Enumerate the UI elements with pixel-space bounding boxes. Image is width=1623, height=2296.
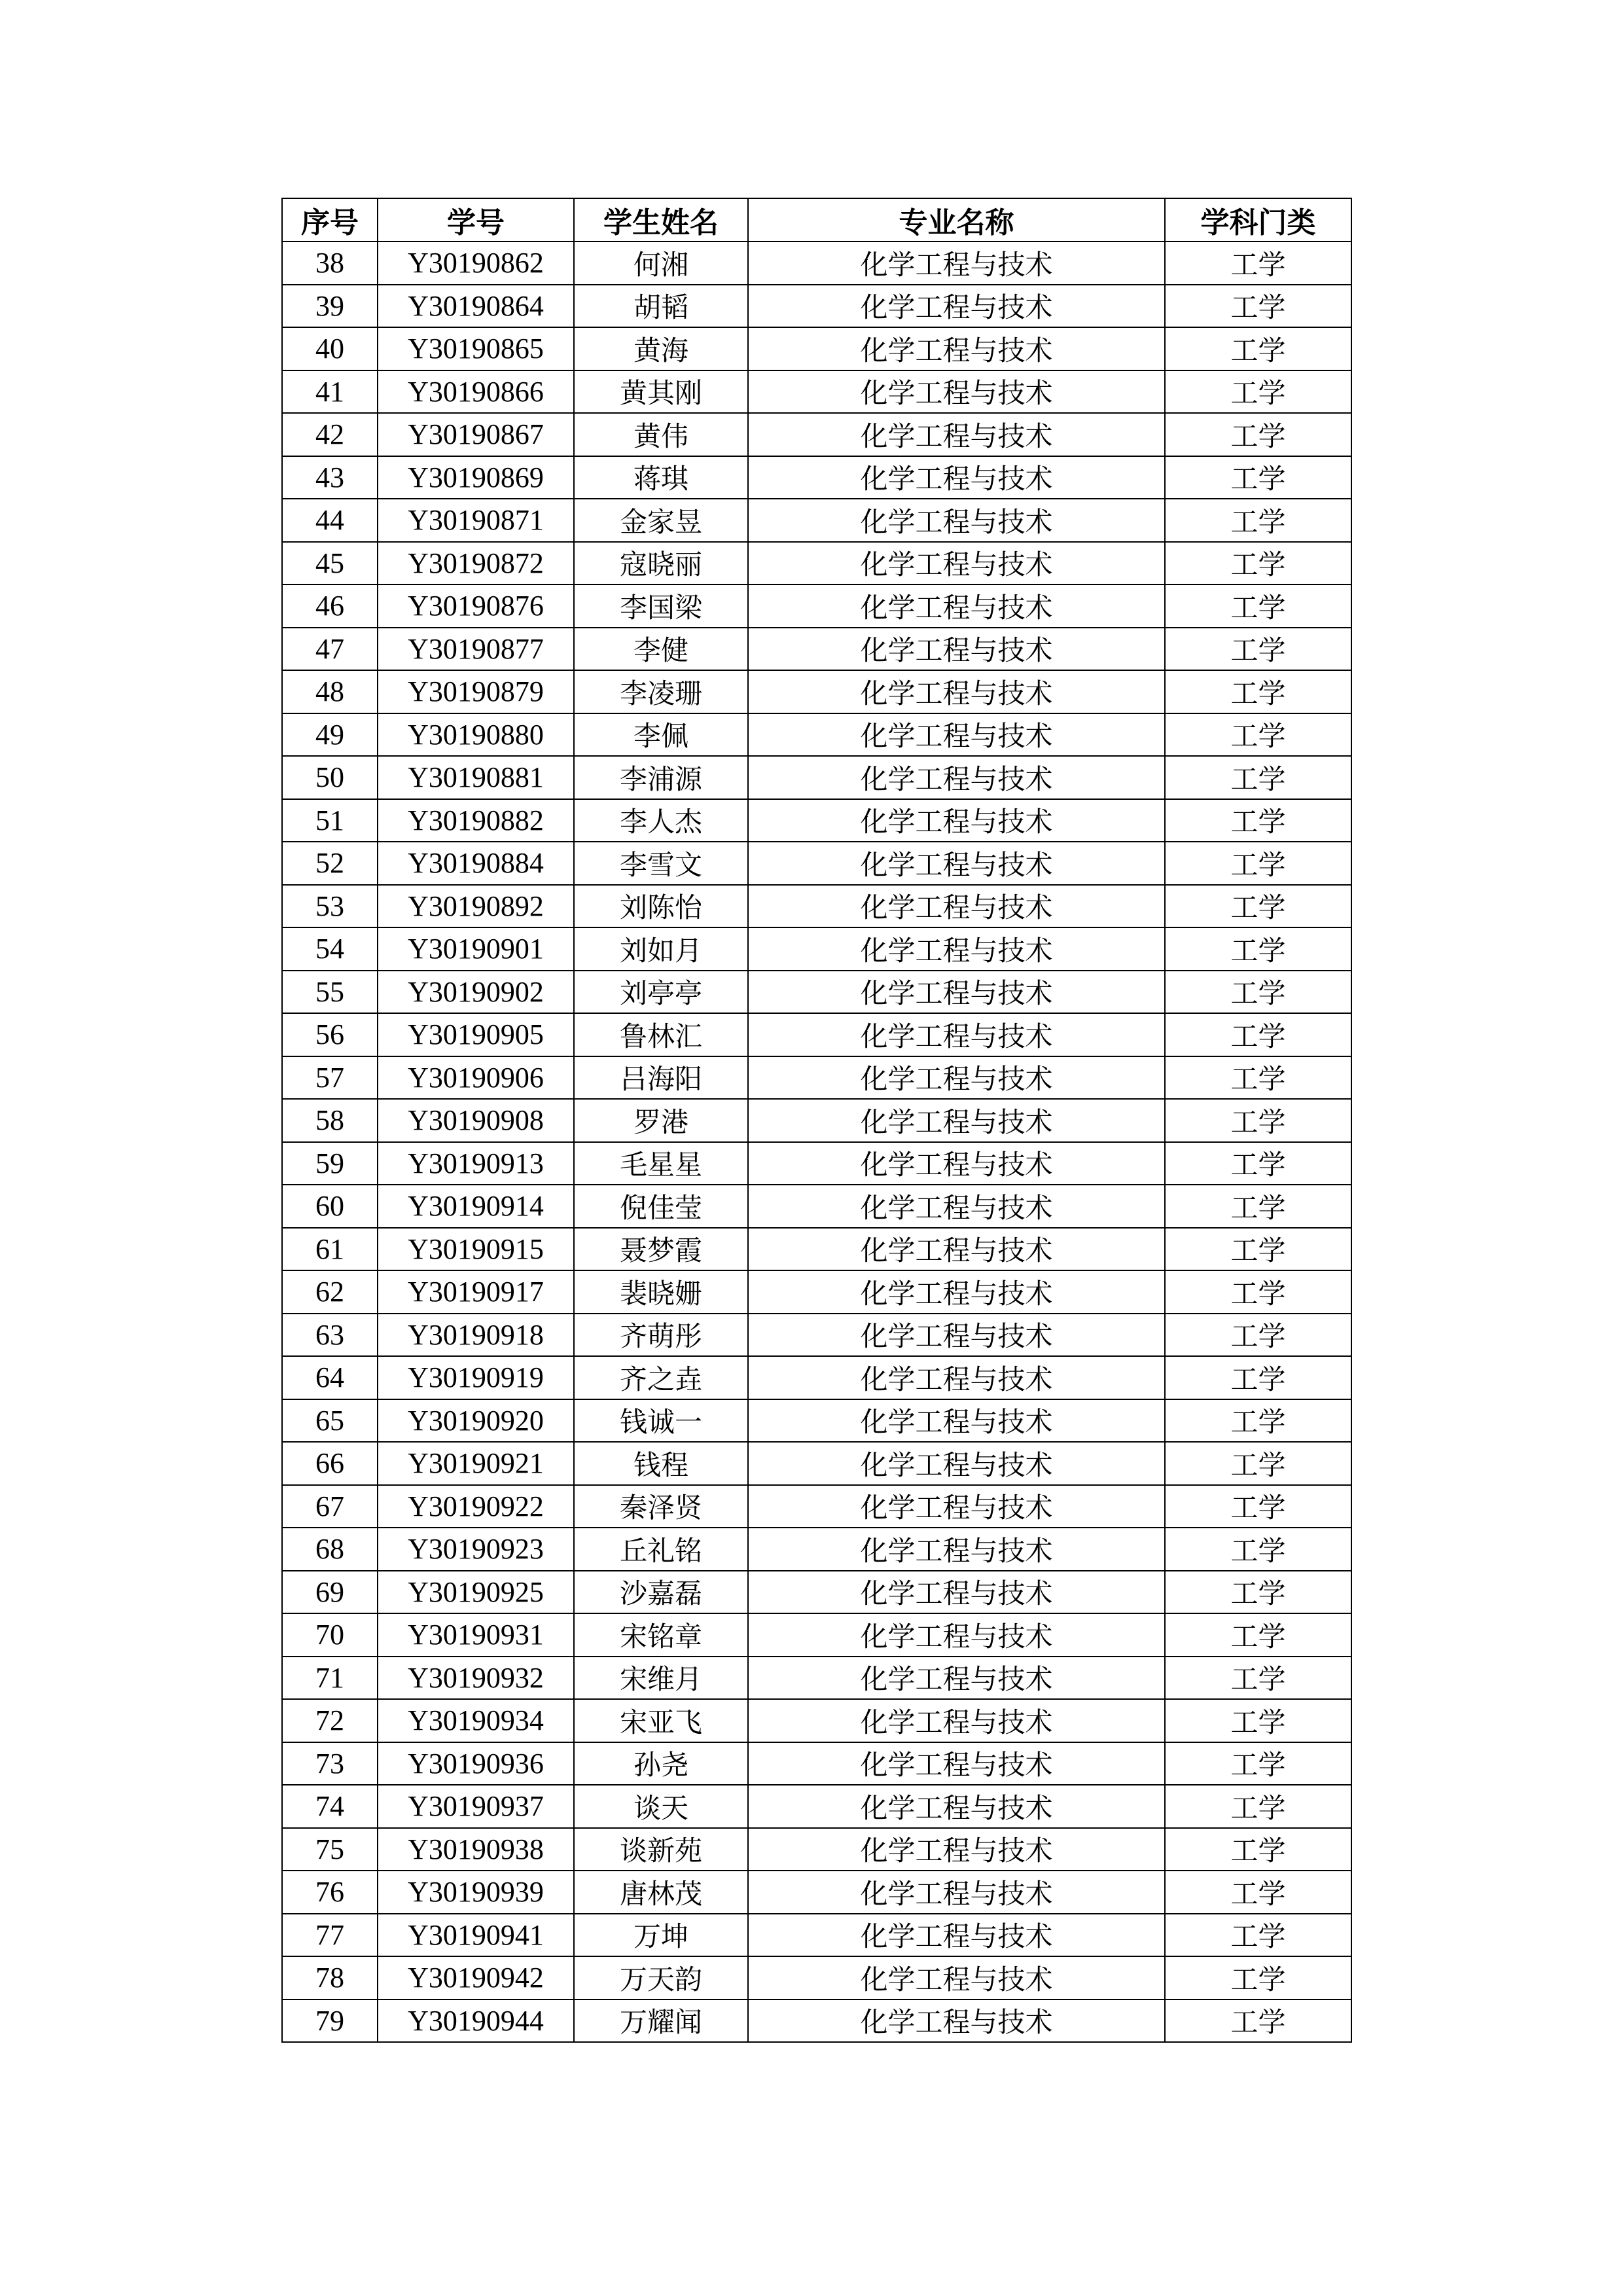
cell-major: 化学工程与技术: [748, 842, 1165, 885]
cell-student-id: Y30190942: [378, 1956, 574, 2000]
cell-category: 工学: [1165, 1228, 1351, 1271]
cell-student-name: 宋维月: [574, 1657, 748, 1700]
cell-major: 化学工程与技术: [748, 713, 1165, 757]
table-row: [282, 628, 1351, 671]
cell-major: 化学工程与技术: [748, 285, 1165, 328]
cell-category: 工学: [1165, 1314, 1351, 1357]
cell-seq: 50: [282, 756, 378, 799]
cell-seq: 41: [282, 370, 378, 414]
cell-seq: 51: [282, 799, 378, 842]
cell-student-name: 刘如月: [574, 927, 748, 971]
cell-student-name: 李雪文: [574, 842, 748, 885]
cell-student-name: 李佩: [574, 713, 748, 757]
cell-student-id: Y30190920: [378, 1399, 574, 1443]
cell-seq: 46: [282, 584, 378, 628]
cell-seq: 47: [282, 628, 378, 671]
table-row: [282, 885, 1351, 928]
cell-major: 化学工程与技术: [748, 1442, 1165, 1485]
cell-category: 工学: [1165, 1185, 1351, 1228]
cell-seq: 72: [282, 1699, 378, 1742]
cell-student-id: Y30190923: [378, 1528, 574, 1571]
cell-category: 工学: [1165, 285, 1351, 328]
cell-student-id: Y30190931: [378, 1613, 574, 1657]
cell-student-name: 谈新苑: [574, 1828, 748, 1871]
table-row: [282, 799, 1351, 842]
header-row: [282, 198, 1351, 242]
table-row: [282, 285, 1351, 328]
cell-seq: 55: [282, 971, 378, 1014]
table-row: [282, 1442, 1351, 1485]
cell-student-name: 沙嘉磊: [574, 1571, 748, 1614]
table-row: [282, 1013, 1351, 1056]
cell-category: 工学: [1165, 971, 1351, 1014]
cell-student-name: 黄海: [574, 327, 748, 370]
cell-major: 化学工程与技术: [748, 499, 1165, 542]
cell-major: 化学工程与技术: [748, 1399, 1165, 1443]
cell-category: 工学: [1165, 799, 1351, 842]
cell-seq: 45: [282, 542, 378, 585]
cell-category: 工学: [1165, 542, 1351, 585]
cell-seq: 48: [282, 670, 378, 713]
table-body: [282, 242, 1351, 2042]
cell-student-name: 齐之垚: [574, 1356, 748, 1399]
cell-category: 工学: [1165, 842, 1351, 885]
cell-category: 工学: [1165, 1914, 1351, 1957]
cell-seq: 76: [282, 1871, 378, 1914]
cell-category: 工学: [1165, 1270, 1351, 1314]
cell-category: 工学: [1165, 584, 1351, 628]
cell-student-id: Y30190865: [378, 327, 574, 370]
cell-category: 工学: [1165, 1528, 1351, 1571]
cell-category: 工学: [1165, 1099, 1351, 1142]
table-row: [282, 842, 1351, 885]
cell-category: 工学: [1165, 413, 1351, 456]
cell-major: 化学工程与技术: [748, 456, 1165, 499]
cell-student-name: 万耀闻: [574, 2000, 748, 2043]
cell-student-name: 万坤: [574, 1914, 748, 1957]
cell-student-id: Y30190862: [378, 242, 574, 285]
cell-student-id: Y30190918: [378, 1314, 574, 1357]
cell-major: 化学工程与技术: [748, 1099, 1165, 1142]
cell-major: 化学工程与技术: [748, 542, 1165, 585]
cell-student-id: Y30190934: [378, 1699, 574, 1742]
cell-major: 化学工程与技术: [748, 628, 1165, 671]
cell-category: 工学: [1165, 927, 1351, 971]
cell-student-name: 李健: [574, 628, 748, 671]
cell-student-name: 罗港: [574, 1099, 748, 1142]
header-student-id: 学号: [378, 198, 574, 242]
cell-seq: 69: [282, 1571, 378, 1614]
cell-student-name: 唐林茂: [574, 1871, 748, 1914]
cell-student-id: Y30190922: [378, 1485, 574, 1528]
cell-category: 工学: [1165, 1442, 1351, 1485]
cell-student-name: 吕海阳: [574, 1056, 748, 1100]
table-row: [282, 542, 1351, 585]
cell-seq: 61: [282, 1228, 378, 1271]
cell-student-name: 李浦源: [574, 756, 748, 799]
table-row: [282, 1613, 1351, 1657]
table-row: [282, 242, 1351, 285]
table-row: [282, 1914, 1351, 1957]
cell-student-id: Y30190866: [378, 370, 574, 414]
cell-category: 工学: [1165, 1399, 1351, 1443]
cell-major: 化学工程与技术: [748, 1613, 1165, 1657]
cell-seq: 54: [282, 927, 378, 971]
table-row: [282, 413, 1351, 456]
table-row: [282, 1056, 1351, 1100]
table-row: [282, 2000, 1351, 2043]
cell-seq: 78: [282, 1956, 378, 2000]
cell-student-name: 黄其刚: [574, 370, 748, 414]
table-row: [282, 499, 1351, 542]
cell-major: 化学工程与技术: [748, 927, 1165, 971]
cell-seq: 60: [282, 1185, 378, 1228]
cell-seq: 42: [282, 413, 378, 456]
cell-student-id: Y30190902: [378, 971, 574, 1014]
cell-major: 化学工程与技术: [748, 1485, 1165, 1528]
cell-student-id: Y30190917: [378, 1270, 574, 1314]
cell-student-name: 倪佳莹: [574, 1185, 748, 1228]
cell-major: 化学工程与技术: [748, 1742, 1165, 1785]
table-row: [282, 1356, 1351, 1399]
cell-seq: 70: [282, 1613, 378, 1657]
cell-seq: 79: [282, 2000, 378, 2043]
table-row: [282, 1270, 1351, 1314]
cell-major: 化学工程与技术: [748, 1270, 1165, 1314]
cell-seq: 77: [282, 1914, 378, 1957]
cell-student-name: 齐萌彤: [574, 1314, 748, 1357]
cell-major: 化学工程与技术: [748, 2000, 1165, 2043]
cell-student-name: 李凌珊: [574, 670, 748, 713]
cell-category: 工学: [1165, 1142, 1351, 1185]
table-row: [282, 1142, 1351, 1185]
cell-seq: 68: [282, 1528, 378, 1571]
table-row: [282, 1828, 1351, 1871]
cell-seq: 56: [282, 1013, 378, 1056]
cell-seq: 62: [282, 1270, 378, 1314]
cell-student-id: Y30190880: [378, 713, 574, 757]
cell-student-name: 黄伟: [574, 413, 748, 456]
table-row: [282, 1228, 1351, 1271]
cell-student-id: Y30190877: [378, 628, 574, 671]
cell-category: 工学: [1165, 1571, 1351, 1614]
cell-student-name: 金家昱: [574, 499, 748, 542]
cell-seq: 65: [282, 1399, 378, 1443]
cell-student-name: 丘礼铭: [574, 1528, 748, 1571]
cell-student-id: Y30190884: [378, 842, 574, 885]
cell-seq: 38: [282, 242, 378, 285]
cell-category: 工学: [1165, 1871, 1351, 1914]
cell-student-name: 万天韵: [574, 1956, 748, 2000]
cell-student-id: Y30190938: [378, 1828, 574, 1871]
cell-seq: 74: [282, 1785, 378, 1828]
table-row: [282, 1871, 1351, 1914]
cell-category: 工学: [1165, 1013, 1351, 1056]
cell-student-name: 李国梁: [574, 584, 748, 628]
table-row: [282, 1314, 1351, 1357]
table-row: [282, 370, 1351, 414]
header-category: 学科门类: [1165, 198, 1351, 242]
cell-major: 化学工程与技术: [748, 1699, 1165, 1742]
cell-category: 工学: [1165, 1056, 1351, 1100]
cell-student-id: Y30190921: [378, 1442, 574, 1485]
table-row: [282, 971, 1351, 1014]
header-student-name: 学生姓名: [574, 198, 748, 242]
cell-student-id: Y30190915: [378, 1228, 574, 1271]
cell-student-name: 鲁林汇: [574, 1013, 748, 1056]
cell-category: 工学: [1165, 1828, 1351, 1871]
cell-student-name: 蒋琪: [574, 456, 748, 499]
cell-category: 工学: [1165, 1485, 1351, 1528]
table-row: [282, 456, 1351, 499]
cell-category: 工学: [1165, 670, 1351, 713]
cell-student-name: 宋铭章: [574, 1613, 748, 1657]
cell-major: 化学工程与技术: [748, 413, 1165, 456]
cell-student-name: 宋亚飞: [574, 1699, 748, 1742]
cell-student-id: Y30190864: [378, 285, 574, 328]
cell-major: 化学工程与技术: [748, 1142, 1165, 1185]
cell-seq: 57: [282, 1056, 378, 1100]
cell-student-id: Y30190876: [378, 584, 574, 628]
cell-student-id: Y30190944: [378, 2000, 574, 2043]
cell-student-id: Y30190879: [378, 670, 574, 713]
table-row: [282, 1742, 1351, 1785]
cell-student-id: Y30190892: [378, 885, 574, 928]
cell-student-id: Y30190913: [378, 1142, 574, 1185]
cell-major: 化学工程与技术: [748, 1314, 1165, 1357]
cell-major: 化学工程与技术: [748, 1571, 1165, 1614]
cell-seq: 71: [282, 1657, 378, 1700]
cell-student-name: 谈天: [574, 1785, 748, 1828]
cell-major: 化学工程与技术: [748, 799, 1165, 842]
cell-student-id: Y30190867: [378, 413, 574, 456]
cell-student-id: Y30190937: [378, 1785, 574, 1828]
cell-seq: 49: [282, 713, 378, 757]
cell-category: 工学: [1165, 499, 1351, 542]
cell-major: 化学工程与技术: [748, 1228, 1165, 1271]
cell-major: 化学工程与技术: [748, 1785, 1165, 1828]
cell-student-name: 钱诚一: [574, 1399, 748, 1443]
table-row: [282, 927, 1351, 971]
cell-student-name: 何湘: [574, 242, 748, 285]
cell-category: 工学: [1165, 1356, 1351, 1399]
header-major: 专业名称: [748, 198, 1165, 242]
cell-student-id: Y30190939: [378, 1871, 574, 1914]
cell-student-name: 孙尧: [574, 1742, 748, 1785]
cell-major: 化学工程与技术: [748, 1528, 1165, 1571]
cell-category: 工学: [1165, 456, 1351, 499]
cell-student-name: 李人杰: [574, 799, 748, 842]
table-row: [282, 1699, 1351, 1742]
cell-major: 化学工程与技术: [748, 1056, 1165, 1100]
cell-student-name: 胡韬: [574, 285, 748, 328]
cell-student-name: 秦泽贤: [574, 1485, 748, 1528]
table-row: [282, 1399, 1351, 1443]
cell-major: 化学工程与技术: [748, 327, 1165, 370]
cell-student-name: 裴晓姗: [574, 1270, 748, 1314]
cell-major: 化学工程与技术: [748, 242, 1165, 285]
cell-category: 工学: [1165, 1657, 1351, 1700]
cell-major: 化学工程与技术: [748, 756, 1165, 799]
cell-major: 化学工程与技术: [748, 1956, 1165, 2000]
cell-student-id: Y30190872: [378, 542, 574, 585]
table-row: [282, 584, 1351, 628]
cell-seq: 40: [282, 327, 378, 370]
cell-major: 化学工程与技术: [748, 1356, 1165, 1399]
cell-student-id: Y30190919: [378, 1356, 574, 1399]
cell-category: 工学: [1165, 1785, 1351, 1828]
cell-student-name: 寇晓丽: [574, 542, 748, 585]
header-seq: 序号: [282, 198, 378, 242]
table-row: [282, 1785, 1351, 1828]
cell-student-name: 刘陈怡: [574, 885, 748, 928]
cell-seq: 53: [282, 885, 378, 928]
cell-student-id: Y30190882: [378, 799, 574, 842]
table-row: [282, 1485, 1351, 1528]
table-row: [282, 1185, 1351, 1228]
cell-student-id: Y30190941: [378, 1914, 574, 1957]
cell-category: 工学: [1165, 628, 1351, 671]
table-row: [282, 756, 1351, 799]
table-row: [282, 1956, 1351, 2000]
cell-major: 化学工程与技术: [748, 1185, 1165, 1228]
cell-major: 化学工程与技术: [748, 1828, 1165, 1871]
cell-major: 化学工程与技术: [748, 670, 1165, 713]
cell-seq: 59: [282, 1142, 378, 1185]
cell-major: 化学工程与技术: [748, 885, 1165, 928]
cell-category: 工学: [1165, 327, 1351, 370]
table-row: [282, 1657, 1351, 1700]
cell-student-id: Y30190881: [378, 756, 574, 799]
cell-major: 化学工程与技术: [748, 370, 1165, 414]
cell-category: 工学: [1165, 1742, 1351, 1785]
cell-student-id: Y30190936: [378, 1742, 574, 1785]
cell-student-name: 毛星星: [574, 1142, 748, 1185]
cell-major: 化学工程与技术: [748, 1914, 1165, 1957]
cell-category: 工学: [1165, 756, 1351, 799]
cell-student-name: 钱程: [574, 1442, 748, 1485]
cell-student-id: Y30190901: [378, 927, 574, 971]
student-roster-table: [281, 198, 1352, 2043]
cell-student-id: Y30190914: [378, 1185, 574, 1228]
cell-seq: 64: [282, 1356, 378, 1399]
cell-seq: 52: [282, 842, 378, 885]
cell-category: 工学: [1165, 1613, 1351, 1657]
table-row: [282, 1528, 1351, 1571]
cell-major: 化学工程与技术: [748, 1657, 1165, 1700]
cell-major: 化学工程与技术: [748, 1013, 1165, 1056]
cell-category: 工学: [1165, 885, 1351, 928]
cell-category: 工学: [1165, 1956, 1351, 2000]
cell-seq: 66: [282, 1442, 378, 1485]
table-row: [282, 1099, 1351, 1142]
table-row: [282, 713, 1351, 757]
cell-category: 工学: [1165, 370, 1351, 414]
cell-category: 工学: [1165, 1699, 1351, 1742]
cell-major: 化学工程与技术: [748, 584, 1165, 628]
cell-seq: 63: [282, 1314, 378, 1357]
cell-category: 工学: [1165, 2000, 1351, 2043]
table-header: [282, 198, 1351, 242]
cell-student-name: 聂梦霞: [574, 1228, 748, 1271]
cell-student-id: Y30190908: [378, 1099, 574, 1142]
cell-major: 化学工程与技术: [748, 971, 1165, 1014]
cell-student-id: Y30190869: [378, 456, 574, 499]
cell-seq: 43: [282, 456, 378, 499]
cell-student-id: Y30190932: [378, 1657, 574, 1700]
cell-seq: 58: [282, 1099, 378, 1142]
cell-category: 工学: [1165, 242, 1351, 285]
cell-student-id: Y30190925: [378, 1571, 574, 1614]
table-row: [282, 327, 1351, 370]
cell-student-name: 刘亭亭: [574, 971, 748, 1014]
cell-seq: 67: [282, 1485, 378, 1528]
table-row: [282, 670, 1351, 713]
cell-student-id: Y30190905: [378, 1013, 574, 1056]
table-row: [282, 1571, 1351, 1614]
cell-student-id: Y30190906: [378, 1056, 574, 1100]
cell-seq: 39: [282, 285, 378, 328]
cell-seq: 75: [282, 1828, 378, 1871]
cell-major: 化学工程与技术: [748, 1871, 1165, 1914]
cell-student-id: Y30190871: [378, 499, 574, 542]
cell-category: 工学: [1165, 713, 1351, 757]
cell-seq: 73: [282, 1742, 378, 1785]
cell-seq: 44: [282, 499, 378, 542]
